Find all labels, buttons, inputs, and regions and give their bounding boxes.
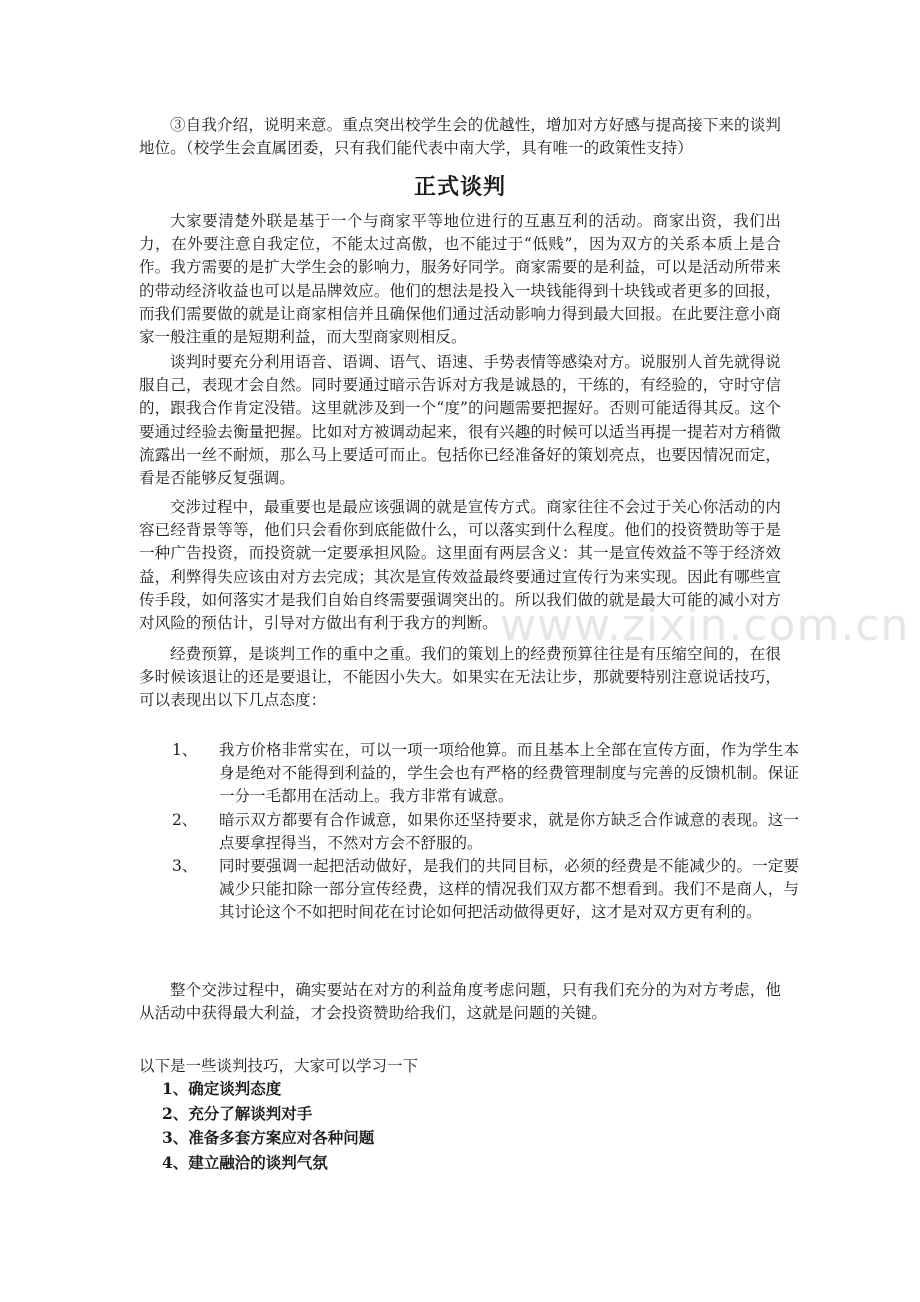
summary-paragraph: 整个交涉过程中，确实要站在对方的利益角度考虑问题，只有我们充分的为对方考虑，他从活动中获得最大利益，才会投资赞助给我们，这就是问题的关键。 bbox=[139, 981, 781, 1023]
section-heading: 正式谈判 bbox=[413, 175, 506, 200]
paragraph-1: 大家要清楚外联是基于一个与商家平等地位进行的互惠互利的活动。商家出资，我们出力，在外要注意自我定位，不能太过高傲，也不能过于“低贱”，因为双方的关系本质上是合作。我方需要的是扩大学生会的影响力，服务好同学。商家需要的是利益，可以是活动所带来的带动经济收益也可以是品牌效应。他们的想法是投入一块钱能得到十块钱或者更多的回报，而我们需要做的就是让商家相信并且确保他们通过活动影响力得到最大回报。在此要注意小商家一般注重的是短期利益，而大型商家则相反。 bbox=[139, 212, 781, 347]
list-item bbox=[139, 855, 799, 925]
paragraph-2: 谈判时要充分利用语音、语调、语气、语速、手势表情等感染对方。说服别人首先就得说服自己，表现才会自然。同时要通过暗示告诉对方我是诚恳的，干练的，有经验的，守时守信的，跟我合作肯定没错。这里就涉及到一个“度”的问题需要把握好。否则可能适得其反。这个要通过经验去衡量把握。比如对方被调动起来，很有兴趣的时候可以适当再提一提若对方稍微流露出一丝不耐烦，那么马上要适可而止。包括你已经准备好的策划亮点，也要因情况而定，看是否能够反复强调。 bbox=[139, 353, 781, 488]
tip-item: 2、充分了解谈判对手 bbox=[162, 1103, 313, 1123]
list-item-number: 1、 bbox=[172, 741, 198, 759]
list-item bbox=[139, 739, 799, 809]
paragraph-3: 交涉过程中，最重要也是最应该强调的就是宣传方式。商家往往不会过于关心你活动的内容已经背景等等，他们只会看你到底能做什么，可以落实到什么程度。他们的投资赞助等于是一种广告投资，而投资就一定要承担风险。这里面有两层含义：其一是宣传效益不等于经济效益，利弊得失应该由对方去完成；其次是宣传效益最终要通过宣传行为来实现。因此有哪些宣传手段，如何落实才是我们自始自终需要强调突出的。所以我们做的就是最大可能的减小对方对风险的预估计，引导对方做出有利于我方的判断。 bbox=[139, 498, 781, 633]
list-item-number: 3、 bbox=[172, 857, 198, 876]
list-item-text: 同时要强调一起把活动做好，是我们的共同目标，必须的经费是不能减少的。一定要减少只能扣除一部分宣传经费，这样的情况我们双方都不想看到。我们不是商人，与其讨论这个不如把时间花在讨论如何把活动做得更好，这才是对双方更有利的。 bbox=[219, 857, 799, 922]
attitude-list bbox=[139, 739, 799, 925]
list-item bbox=[139, 809, 799, 855]
tip-item: 4、建立融洽的谈判气氛 bbox=[162, 1152, 328, 1172]
tips-list bbox=[162, 1077, 374, 1175]
list-item-number: 2、 bbox=[172, 810, 198, 829]
watermark: www.zixin.com.cn bbox=[500, 600, 910, 651]
tips-intro: 以下是一些谈判技巧，大家可以学习一下 bbox=[139, 1057, 419, 1075]
paragraph-4: 经费预算，是谈判工作的重中之重。我们的策划上的经费预算往往是有压缩空间的，在很多时候该退让的还是要退让，不能因小失大。如果实在无法让步，那就要特别注意说话技巧，可以表现出以下几点态度： bbox=[139, 645, 781, 710]
list-item-text: 我方价格非常实在，可以一项一项给他算。而且基本上全部在宣传方面，作为学生本身是绝对不能得到利益的，学生会也有严格的经费管理制度与完善的反馈机制。保证一分一毛都用在活动上。我方非常有诚意。 bbox=[219, 741, 799, 806]
tip-item: 1、确定谈判态度 bbox=[162, 1079, 282, 1098]
list-item-text: 暗示双方都要有合作诚意，如果你还坚持要求，就是你方缺乏合作诚意的表现。这一点要拿捏得当，不然对方会不舒服的。 bbox=[219, 810, 799, 852]
tip-item: 3、准备多套方案应对各种问题 bbox=[162, 1128, 375, 1147]
intro-paragraph: ③自我介绍，说明来意。重点突出校学生会的优越性，增加对方好感与提高接下来的谈判地位。（校学生会直属团委，只有我们能代表中南大学，具有唯一的政策性支持） bbox=[139, 116, 781, 158]
